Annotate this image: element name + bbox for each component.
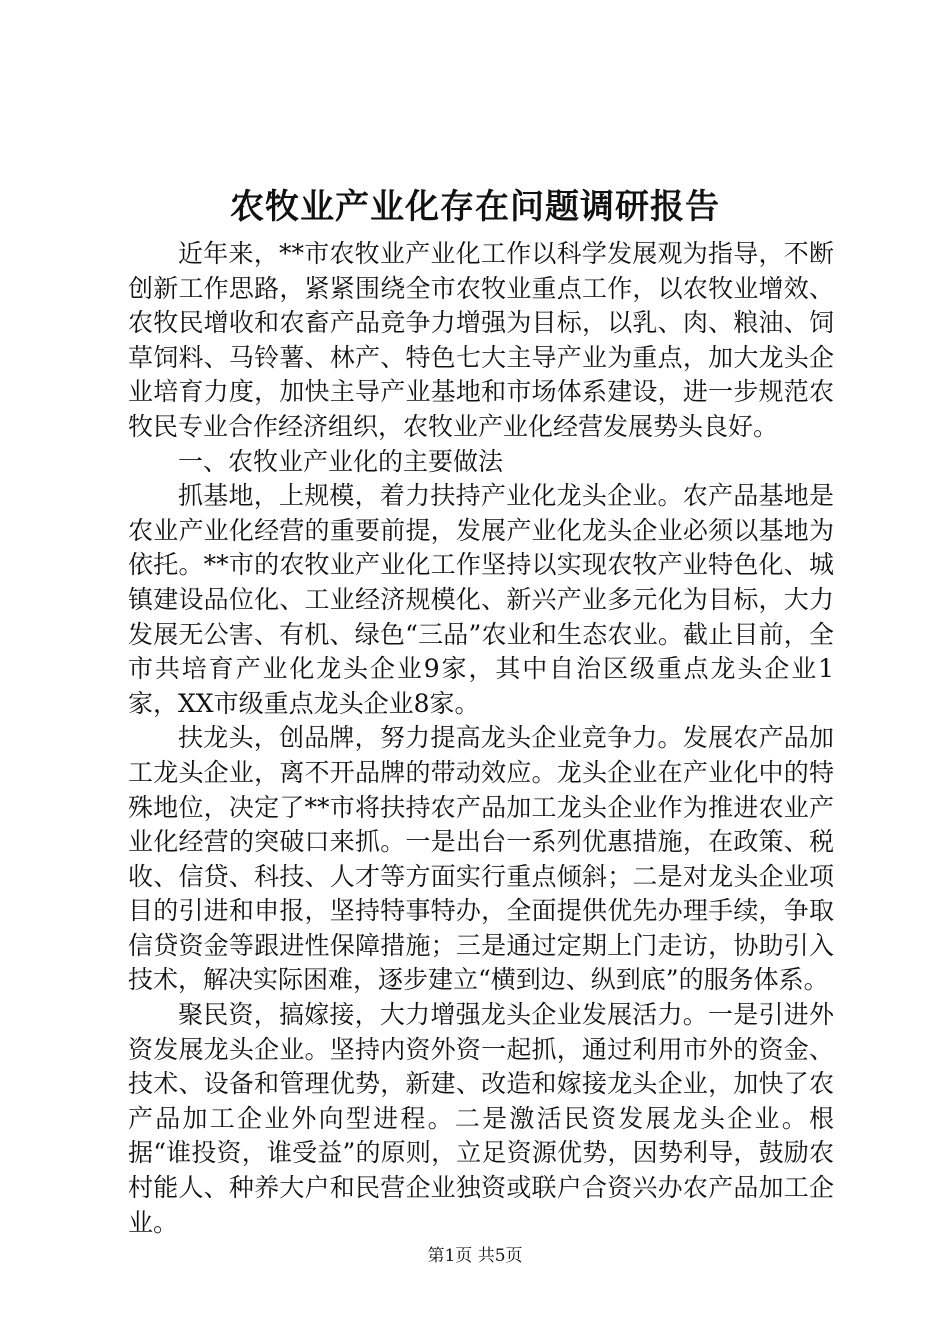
paragraph-base: 抓基地，上规模，着力扶持产业化龙头企业。农产品基地是农业产业化经营的重要前提，发展产业化龙头企业必须以基地为依托。**市的农牧业产业化工作坚持以实现农牧产业特色化、城镇建设品位化、工业经济规模化、新兴产业多元化为目标，大力发展无公害、有机、绿色“三品”农业和生态农业。截止目前，全市共培育产业化龙头企业9家，其中自治区级重点龙头企业1家，XX市级重点龙头企业8家。 — [128, 481, 834, 718]
document-body — [128, 237, 834, 1240]
document-title: 农牧业产业化存在问题调研报告 — [230, 187, 720, 227]
paragraph-capital: 聚民资，搞嫁接，大力增强龙头企业发展活力。一是引进外资发展龙头企业。坚持内资外资一起抓，通过利用市外的资金、技术、设备和管理优势，新建、改造和嫁接龙头企业，加快了农产品加工企业外向型进程。二是激活民资发展龙头企业。根据“谁投资，谁受益”的原则，立足资源优势，因势利导，鼓励农村能人、种养大户和民营企业独资或联户合资兴办农产品加工企业。 — [128, 1000, 834, 1237]
section-heading: 一、农牧业产业化的主要做法 — [178, 446, 504, 476]
page-footer: 第1页 共5页 — [427, 1246, 523, 1266]
paragraph-intro: 近年来，**市农牧业产业化工作以科学发展观为指导，不断创新工作思路，紧紧围绕全市农牧业重点工作，以农牧业增效、农牧民增收和农畜产品竞争力增强为目标，以乳、肉、粮油、饲草饲料、马铃薯、林产、特色七大主导产业为重点，加大龙头企业培育力度，加快主导产业基地和市场体系建设，进一步规范农牧民专业合作经济组织，农牧业产业化经营发展势头良好。 — [128, 239, 834, 441]
paragraph-brand: 扶龙头，创品牌，努力提高龙头企业竞争力。发展农产品加工龙头企业，离不开品牌的带动效应。龙头企业在产业化中的特殊地位，决定了**市将扶持农产品加工龙头企业作为推进农业产业化经营的突破口来抓。一是出台一系列优惠措施，在政策、税收、信贷、科技、人才等方面实行重点倾斜；二是对龙头企业项目的引进和申报，坚持特事特办，全面提供优先办理手续，争取信贷资金等跟进性保障措施；三是通过定期上门走访，协助引入技术，解决实际困难，逐步建立“横到边、纵到底”的服务体系。 — [128, 723, 834, 995]
